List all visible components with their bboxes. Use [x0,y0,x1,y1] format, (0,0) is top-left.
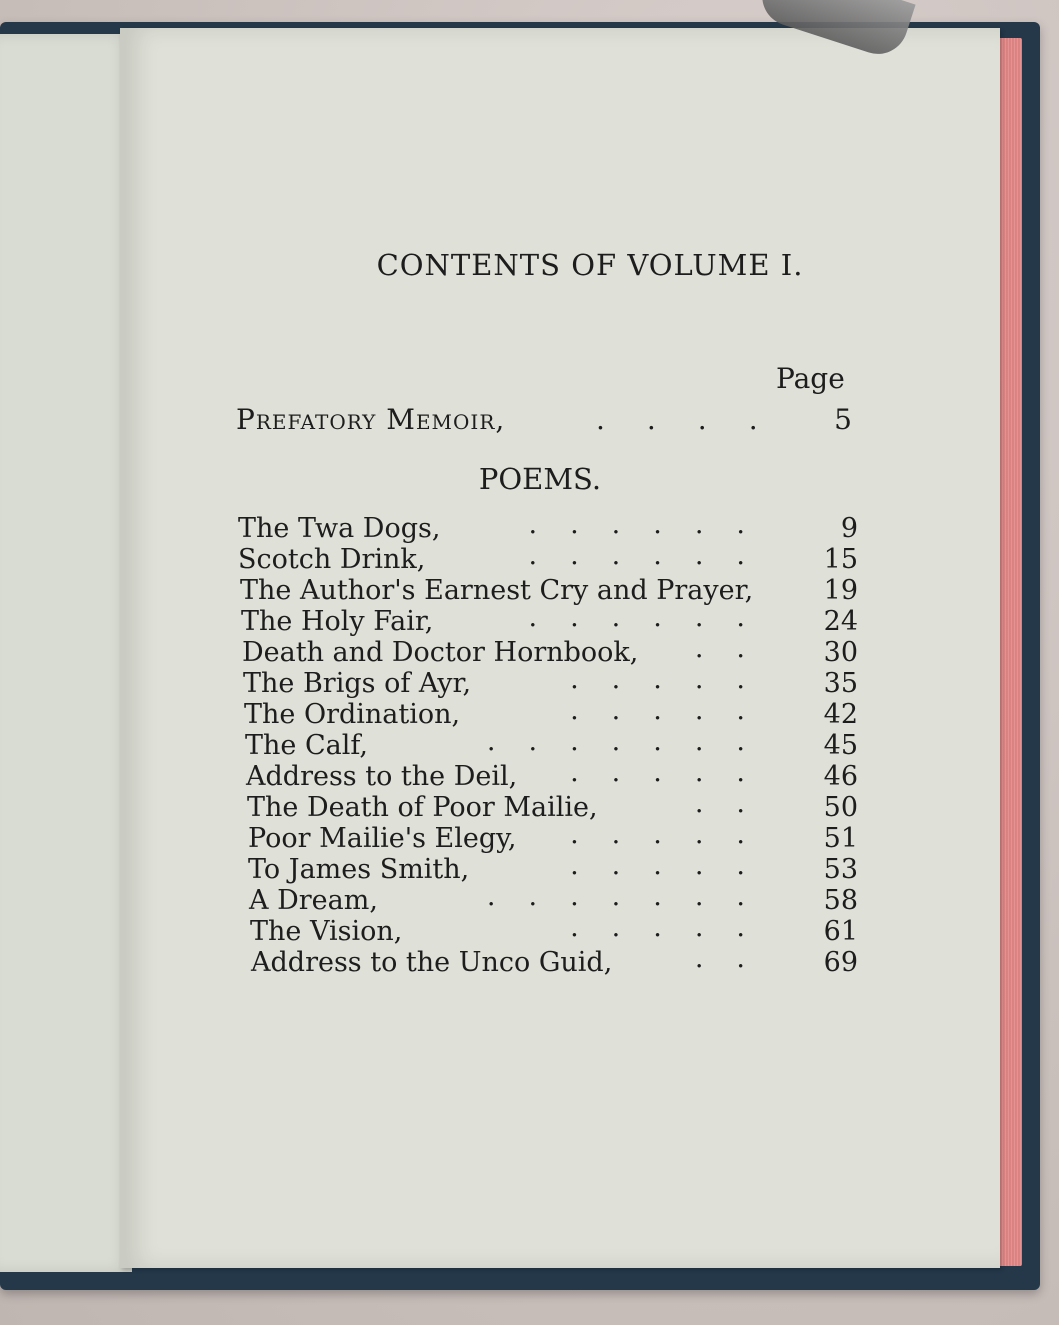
leader-dots: ..... [570,819,778,850]
entry-title: The Holy Fair, [241,606,434,637]
entry-page-number: 19 [823,575,858,606]
section-title: POEMS. [478,462,602,496]
entry-page-number: 50 [823,792,858,823]
entry-page-number: 53 [823,854,858,885]
entry-title: The Twa Dogs, [238,513,441,544]
entry-title: The Author's Earnest Cry and Prayer, [240,575,754,606]
entry-page-number: 24 [823,606,858,637]
leader-dots: ..... [570,850,778,881]
entry-page-number: 30 [823,637,858,668]
entry-title: The Brigs of Ayr, [243,668,472,699]
entry-page-number: 61 [823,916,858,947]
entry-page-number: 58 [823,885,858,916]
memoir-page-number: 5 [834,403,852,436]
entry-title: The Calf, [245,730,368,761]
entry-page-number: 35 [823,668,858,699]
left-page [0,34,132,1272]
entry-page-number: 9 [840,513,858,544]
entry-title: To James Smith, [248,854,470,885]
leader-dots: ..... [570,912,778,943]
leader-dots: ..... [570,695,778,726]
leader-dots: ...... [528,540,778,571]
entry-title: Address to the Deil, [246,761,518,792]
memoir-entry [236,403,852,439]
leader-dots: ...... [528,509,778,540]
entry-page-number: 45 [823,730,858,761]
entry-page-number: 69 [823,947,858,978]
entry-title: Address to the Unco Guid, [251,947,613,978]
leader-dots: ..... [570,757,778,788]
leader-dots: ....... [486,726,778,757]
leader-dots: .. [694,943,778,974]
entry-title: Poor Mailie's Elegy, [248,823,517,854]
contents-list [238,509,858,978]
leader-dots: ..... [570,664,778,695]
leader-dots: .... [596,403,800,436]
entry-page-number: 42 [823,699,858,730]
leader-dots: .. [694,633,778,664]
entry-page-number: 15 [823,544,858,575]
contents-entry [238,540,858,575]
entry-page-number: 51 [823,823,858,854]
entry-title: A Dream, [249,885,378,916]
leader-dots: ...... [528,602,778,633]
entry-page-number: 46 [823,761,858,792]
entry-title: The Death of Poor Mailie, [247,792,598,823]
leader-dots: ....... [486,881,778,912]
entry-title: Scotch Drink, [238,544,426,575]
entry-title: The Vision, [250,916,403,947]
leader-dots: .. [694,788,778,819]
page-heading: CONTENTS OF VOLUME I. [376,248,804,282]
page-edges [998,38,1022,1266]
entry-title: Death and Doctor Hornbook, [242,637,639,668]
page-column-label: Page [776,362,845,395]
memoir-title: Prefatory Memoir, [236,403,506,436]
entry-title: The Ordination, [244,699,461,730]
contents-entry [238,943,858,978]
